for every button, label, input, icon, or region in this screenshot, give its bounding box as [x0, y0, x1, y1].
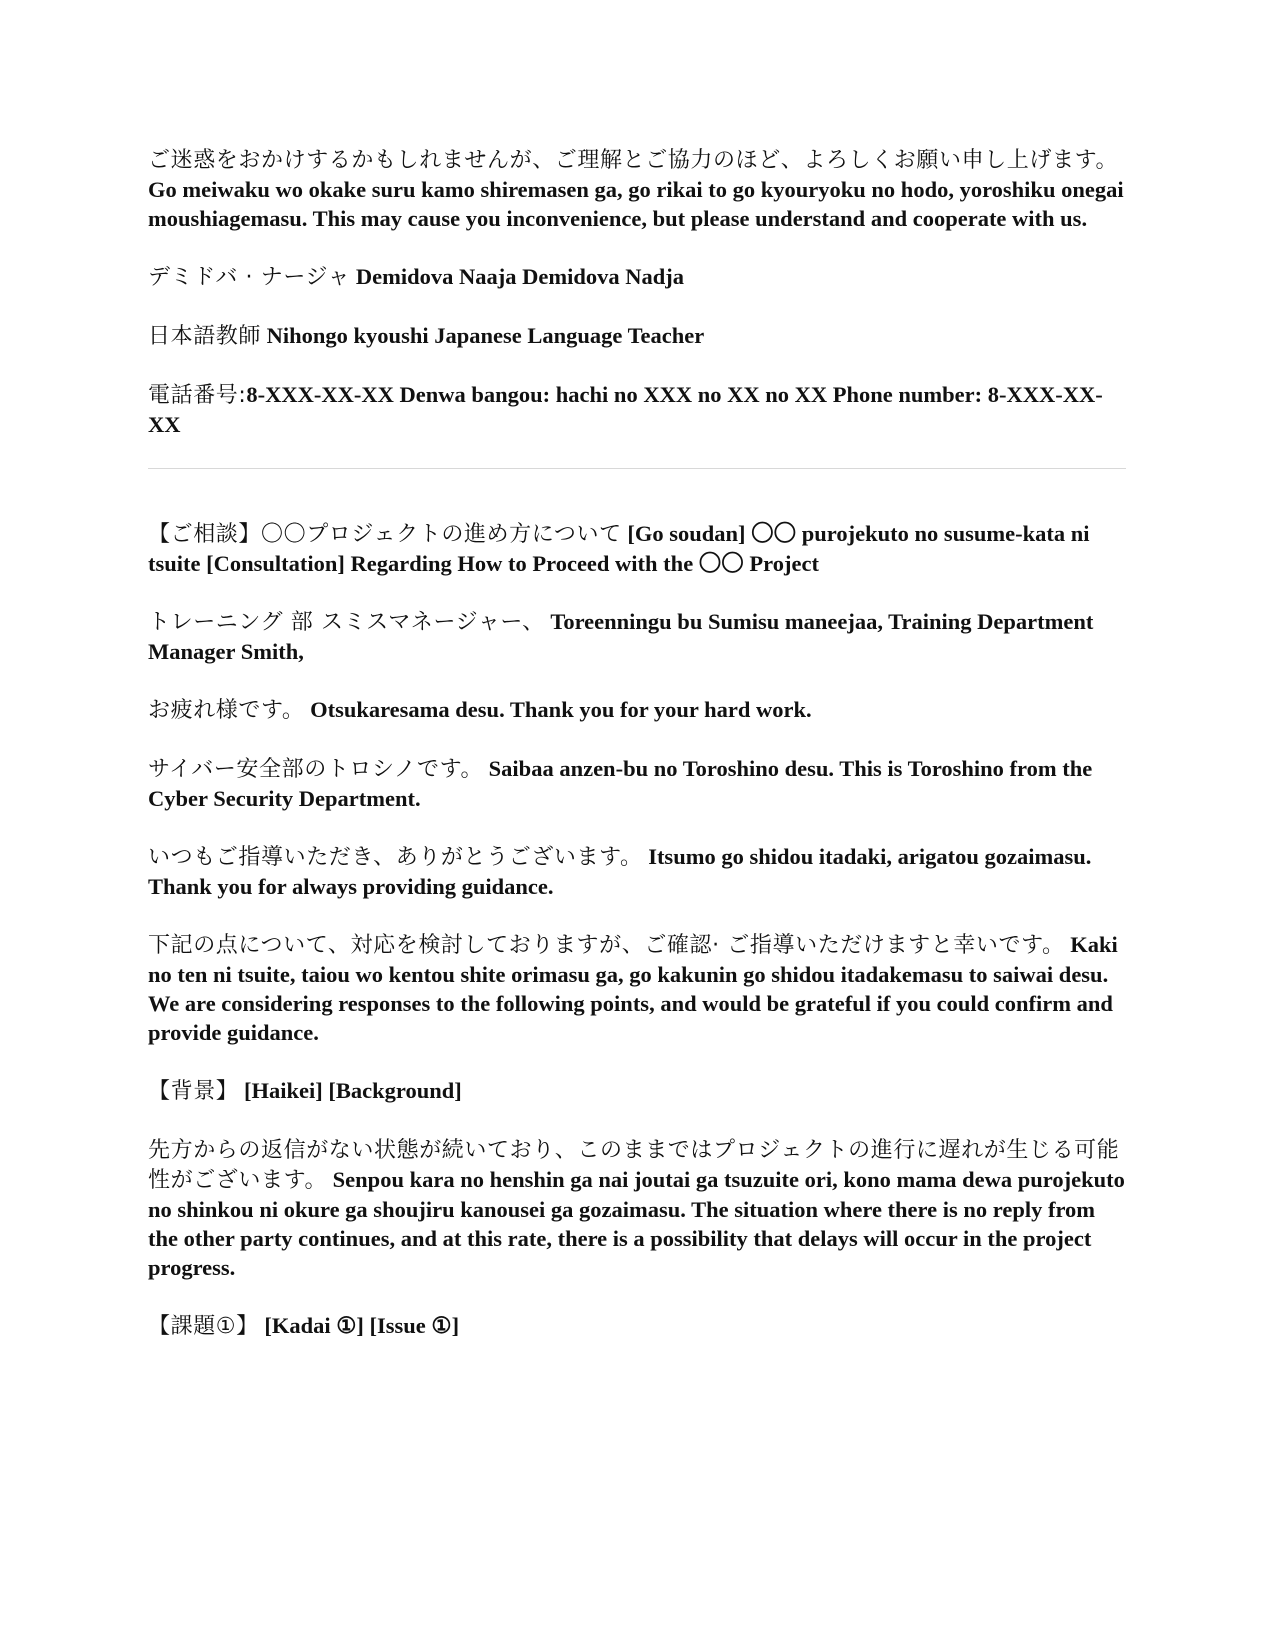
japanese-text: いつもご指導いただき、ありがとうございます。 [148, 845, 643, 870]
document-page [148, 145, 1126, 1370]
japanese-text: デミドバ · ナージャ [148, 265, 351, 290]
japanese-text: 電話番号: [148, 383, 247, 408]
signature-name [148, 262, 1126, 292]
translation-text: [Go soudan] 〇〇 purojekuto no susume-kata ni tsuite [Consultation] Regarding How to Proceed with the 〇〇 Project [148, 521, 1090, 576]
sender-introduction [148, 754, 1126, 813]
signature-title [148, 321, 1126, 351]
thanks-paragraph [148, 842, 1126, 901]
japanese-text: 【課題①】 [148, 1314, 259, 1339]
translation-text: Otsukaresama desu. Thank you for your hard work. [310, 697, 812, 722]
japanese-text: 【ご相談】〇〇プロジェクトの進め方について [148, 522, 622, 547]
japanese-text: 下記の点について、対応を検討しておりますが、ご確認· ご指導いただけますと幸いです。 [148, 933, 1065, 958]
japanese-text: お疲れ様です。 [148, 698, 305, 723]
email-greeting [148, 695, 1126, 725]
section-divider [148, 468, 1126, 469]
background-paragraph [148, 1135, 1126, 1282]
translation-text: Senpou kara no henshin ga nai joutai ga tsuzuite ori, kono mama dewa purojekuto no shinkou ni okure ga shoujiru kanousei ga gozaimasu. The situation where there is no reply from the other party continues, and at this rate, there is a possibility that delays will occur in the project progress. [148, 1167, 1125, 1280]
translation-text: 8-XXX-XX-XX Denwa bangou: hachi no XXX no XX no XX Phone number: 8-XXX-XX-XX [148, 382, 1103, 437]
japanese-text: 【背景】 [148, 1079, 239, 1104]
translation-text: Itsumo go shidou itadaki, arigatou gozaimasu. Thank you for always providing guidance. [148, 844, 1092, 899]
signature-phone [148, 380, 1126, 439]
background-heading [148, 1076, 1126, 1106]
apology-paragraph [148, 145, 1126, 233]
email-greeting-recipient [148, 607, 1126, 666]
translation-text: Demidova Naaja Demidova Nadja [355, 264, 684, 289]
japanese-text: 先方からの返信がない状態が続いており、このままではプロジェクトの進行に遅れが生じる可能性がございます。 [148, 1138, 1120, 1193]
translation-text: Saibaa anzen-bu no Toroshino desu. This is Toroshino from the Cyber Security Department. [148, 756, 1093, 811]
japanese-text: サイバー安全部のトロシノです。 [148, 757, 484, 782]
translation-text: [Haikei] [Background] [244, 1078, 462, 1103]
translation-text: Nihongo kyoushi Japanese Language Teacher [266, 323, 705, 348]
japanese-text: 日本語教師 [148, 324, 262, 349]
issue-heading [148, 1311, 1126, 1341]
translation-text: Toreenningu bu Sumisu maneejaa, Training Department Manager Smith, [148, 609, 1094, 664]
japanese-text: トレーニング 部 スミスマネージャー、 [148, 610, 545, 635]
translation-text: Go meiwaku wo okake suru kamo shiremasen ga, go rikai to go kyouryoku no hodo, yoroshiku onegai moushiagemasu. This may cause you inconvenience, but please understand and cooperate with us. [148, 177, 1124, 231]
request-paragraph [148, 930, 1126, 1047]
translation-text: Kaki no ten ni tsuite, taiou wo kentou shite orimasu ga, go kakunin go shidou itadakemasu to saiwai desu. We are considering responses to the following points, and would be grateful if you could confirm and provide guidance. [148, 932, 1118, 1045]
translation-text: [Kadai ①] [Issue ①] [264, 1313, 460, 1338]
email-subject [148, 519, 1126, 578]
japanese-text: ご迷惑をおかけするかもしれませんが、ご理解とご協力のほど、よろしくお願い申し上げます。 [148, 148, 1119, 173]
